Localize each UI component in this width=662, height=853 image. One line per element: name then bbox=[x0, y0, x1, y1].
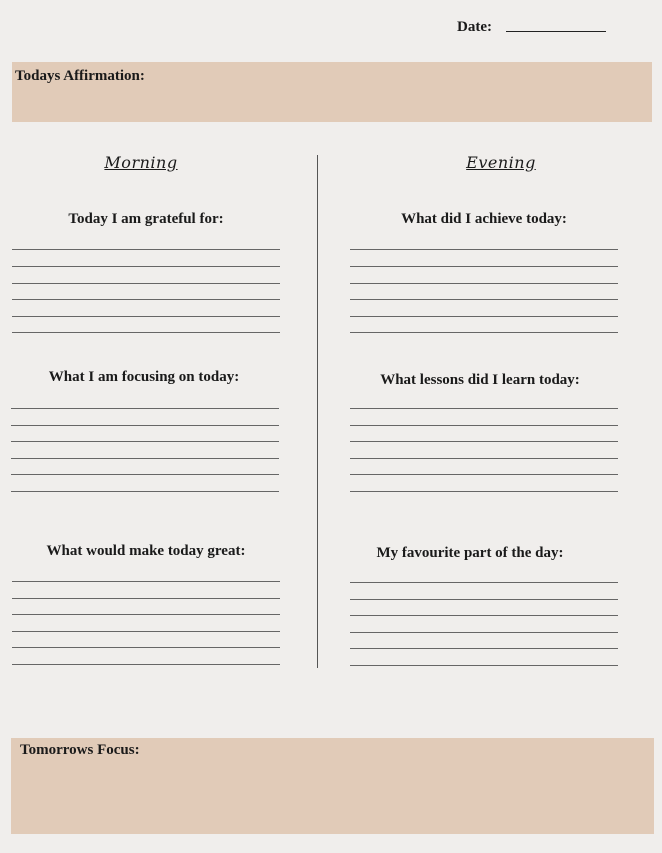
date-label: Date: bbox=[457, 19, 492, 35]
evening-write-line[interactable] bbox=[350, 266, 618, 267]
morning-write-line[interactable] bbox=[12, 316, 280, 317]
date-write-line[interactable] bbox=[506, 31, 606, 32]
morning-prompt-focusing: What I am focusing on today: bbox=[48, 369, 240, 385]
column-divider bbox=[317, 155, 318, 668]
morning-write-line[interactable] bbox=[12, 647, 280, 648]
morning-prompt-great: What would make today great: bbox=[46, 543, 246, 559]
morning-write-line[interactable] bbox=[11, 491, 279, 492]
morning-write-line[interactable] bbox=[11, 441, 279, 442]
morning-write-line[interactable] bbox=[12, 581, 280, 582]
morning-write-line[interactable] bbox=[12, 631, 280, 632]
evening-write-line[interactable] bbox=[350, 332, 618, 333]
evening-write-line[interactable] bbox=[350, 441, 618, 442]
morning-heading: Morning bbox=[104, 153, 178, 172]
evening-write-line[interactable] bbox=[350, 582, 618, 583]
morning-write-line[interactable] bbox=[11, 474, 279, 475]
tomorrows-focus-label: Tomorrows Focus: bbox=[20, 742, 140, 758]
morning-write-line[interactable] bbox=[12, 299, 280, 300]
morning-write-line[interactable] bbox=[11, 408, 279, 409]
evening-write-line[interactable] bbox=[350, 249, 618, 250]
evening-write-line[interactable] bbox=[350, 474, 618, 475]
evening-write-line[interactable] bbox=[350, 665, 618, 666]
morning-write-line[interactable] bbox=[12, 598, 280, 599]
evening-prompt-favourite: My favourite part of the day: bbox=[376, 545, 564, 561]
evening-heading: Evening bbox=[466, 153, 536, 172]
morning-write-line[interactable] bbox=[12, 614, 280, 615]
evening-write-line[interactable] bbox=[350, 632, 618, 633]
tomorrows-focus-box[interactable] bbox=[11, 738, 654, 834]
evening-write-line[interactable] bbox=[350, 283, 618, 284]
morning-write-line[interactable] bbox=[12, 283, 280, 284]
evening-write-line[interactable] bbox=[350, 615, 618, 616]
morning-write-line[interactable] bbox=[12, 664, 280, 665]
evening-write-line[interactable] bbox=[350, 648, 618, 649]
evening-write-line[interactable] bbox=[350, 491, 618, 492]
evening-prompt-achieve: What did I achieve today: bbox=[401, 211, 567, 227]
morning-write-line[interactable] bbox=[11, 425, 279, 426]
affirmation-label: Todays Affirmation: bbox=[15, 68, 145, 84]
affirmation-box[interactable] bbox=[12, 62, 652, 122]
evening-prompt-lessons: What lessons did I learn today: bbox=[380, 372, 580, 388]
morning-prompt-grateful: Today I am grateful for: bbox=[68, 211, 224, 227]
evening-write-line[interactable] bbox=[350, 299, 618, 300]
morning-write-line[interactable] bbox=[12, 249, 280, 250]
morning-write-line[interactable] bbox=[11, 458, 279, 459]
evening-write-line[interactable] bbox=[350, 599, 618, 600]
evening-write-line[interactable] bbox=[350, 425, 618, 426]
morning-write-line[interactable] bbox=[12, 266, 280, 267]
evening-write-line[interactable] bbox=[350, 408, 618, 409]
evening-write-line[interactable] bbox=[350, 316, 618, 317]
morning-write-line[interactable] bbox=[12, 332, 280, 333]
evening-write-line[interactable] bbox=[350, 458, 618, 459]
